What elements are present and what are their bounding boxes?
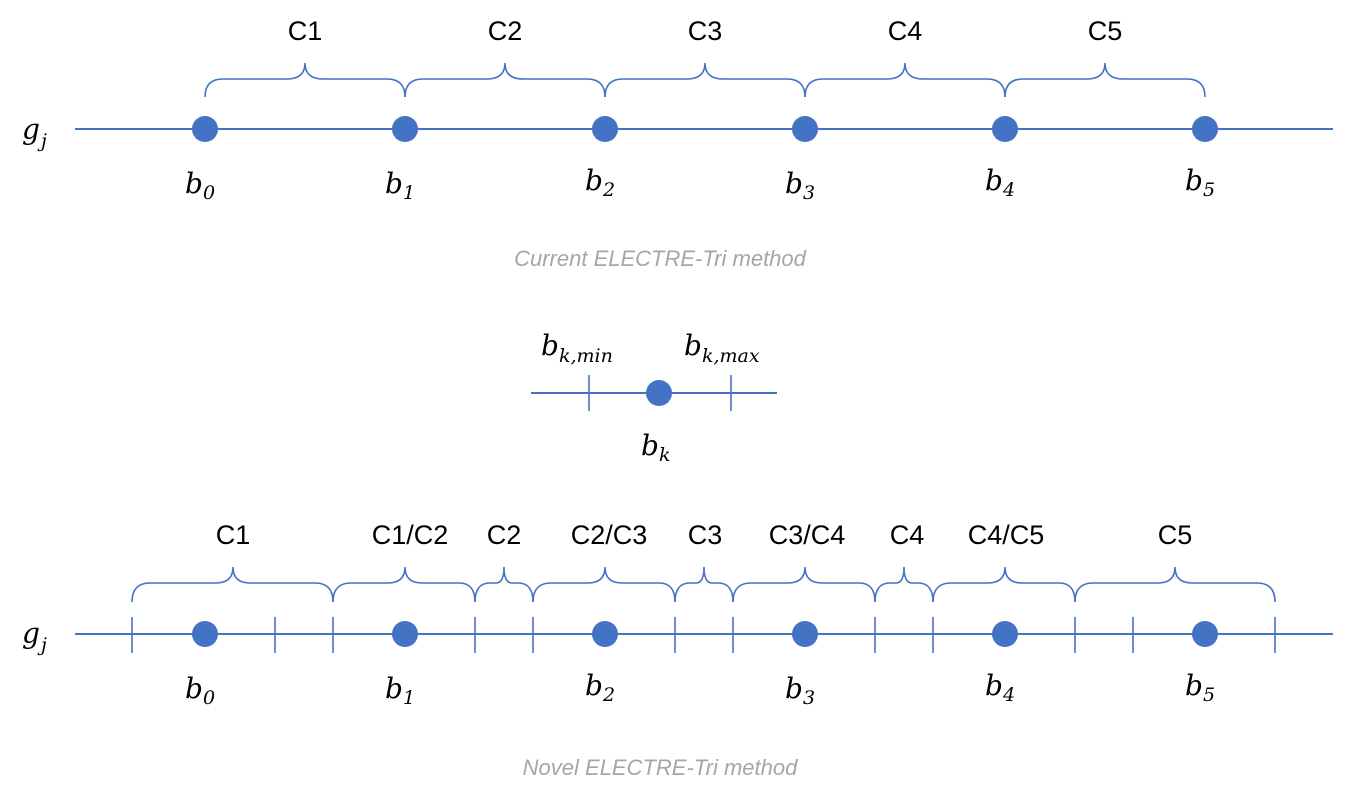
top-caption: Current ELECTRE-Tri method	[514, 246, 806, 271]
bottom-profile-dot-b5	[1192, 621, 1218, 647]
top-brace-c4	[805, 63, 1005, 97]
bottom-profile-label-b1: $b_1$	[385, 672, 416, 709]
interval-center-label: $b_k$	[641, 429, 671, 466]
bottom-brace-c3-c4	[733, 567, 875, 602]
bottom-brace-c1-c2	[333, 567, 475, 602]
top-profile-dot-b0	[192, 116, 218, 142]
top-category-c5: C5	[1087, 16, 1123, 46]
top-profile-label-b4: $b_4$	[985, 164, 1016, 201]
bottom-profile-dot-b4	[992, 621, 1018, 647]
top-profile-label-b0: $b_0$	[185, 167, 216, 204]
top-profile-dot-b3	[792, 116, 818, 142]
bottom-category-c2-c3: C2/C3	[570, 520, 648, 550]
bottom-profile-label-b3: $b_3$	[785, 672, 816, 709]
top-category-c2: C2	[487, 16, 523, 46]
top-category-c4: C4	[887, 16, 923, 46]
top-brace-c1	[205, 63, 405, 97]
top-category-c1: C1	[287, 16, 323, 46]
bottom-brace-c1	[132, 567, 333, 602]
bottom-brace-c2	[475, 567, 533, 602]
bottom-caption: Novel ELECTRE-Tri method	[522, 755, 798, 780]
top-profile-dot-b4	[992, 116, 1018, 142]
interval-min-label: $b_{k,min}$	[541, 329, 613, 367]
bottom-category-c2: C2	[486, 520, 522, 550]
bottom-axis-label: $g_j$	[22, 617, 47, 656]
bottom-category-c1: C1	[215, 520, 251, 550]
bottom-category-c1-c2: C1/C2	[371, 520, 449, 550]
bottom-profile-label-b2: $b_2$	[585, 669, 616, 706]
bottom-brace-c2-c3	[533, 567, 675, 602]
top-profile-label-b1: $b_1$	[385, 167, 416, 204]
bottom-profile-label-b5: $b_5$	[1185, 669, 1216, 706]
top-brace-c3	[605, 63, 805, 97]
top-profile-label-b3: $b_3$	[785, 167, 816, 204]
top-profile-label-b5: $b_5$	[1185, 164, 1216, 201]
profile-interval-detail	[531, 329, 777, 466]
bottom-category-c4-c5: C4/C5	[967, 520, 1045, 550]
current-method-diagram	[22, 16, 1333, 271]
bottom-brace-c4	[875, 567, 933, 602]
bottom-profile-label-b0: $b_0$	[185, 672, 216, 709]
interval-max-label: $b_{k,max}$	[684, 329, 760, 367]
top-profile-dot-b1	[392, 116, 418, 142]
bottom-brace-c4-c5	[933, 567, 1075, 602]
bottom-profile-dot-b0	[192, 621, 218, 647]
top-category-c3: C3	[687, 16, 723, 46]
interval-center-dot	[646, 380, 672, 406]
bottom-category-c5: C5	[1157, 520, 1193, 550]
top-axis-label: $g_j$	[22, 113, 47, 152]
top-profile-dot-b2	[592, 116, 618, 142]
top-brace-c5	[1005, 63, 1205, 97]
top-profile-dot-b5	[1192, 116, 1218, 142]
bottom-category-c3: C3	[687, 520, 723, 550]
novel-method-diagram	[22, 520, 1333, 780]
bottom-profile-dot-b2	[592, 621, 618, 647]
bottom-category-c4: C4	[889, 520, 925, 550]
bottom-profile-dot-b3	[792, 621, 818, 647]
bottom-brace-c5	[1075, 567, 1275, 602]
top-brace-c2	[405, 63, 605, 97]
bottom-profile-label-b4: $b_4$	[985, 669, 1016, 706]
bottom-category-c3-c4: C3/C4	[768, 520, 846, 550]
bottom-profile-dot-b1	[392, 621, 418, 647]
top-profile-label-b2: $b_2$	[585, 164, 616, 201]
bottom-brace-c3	[675, 567, 733, 602]
